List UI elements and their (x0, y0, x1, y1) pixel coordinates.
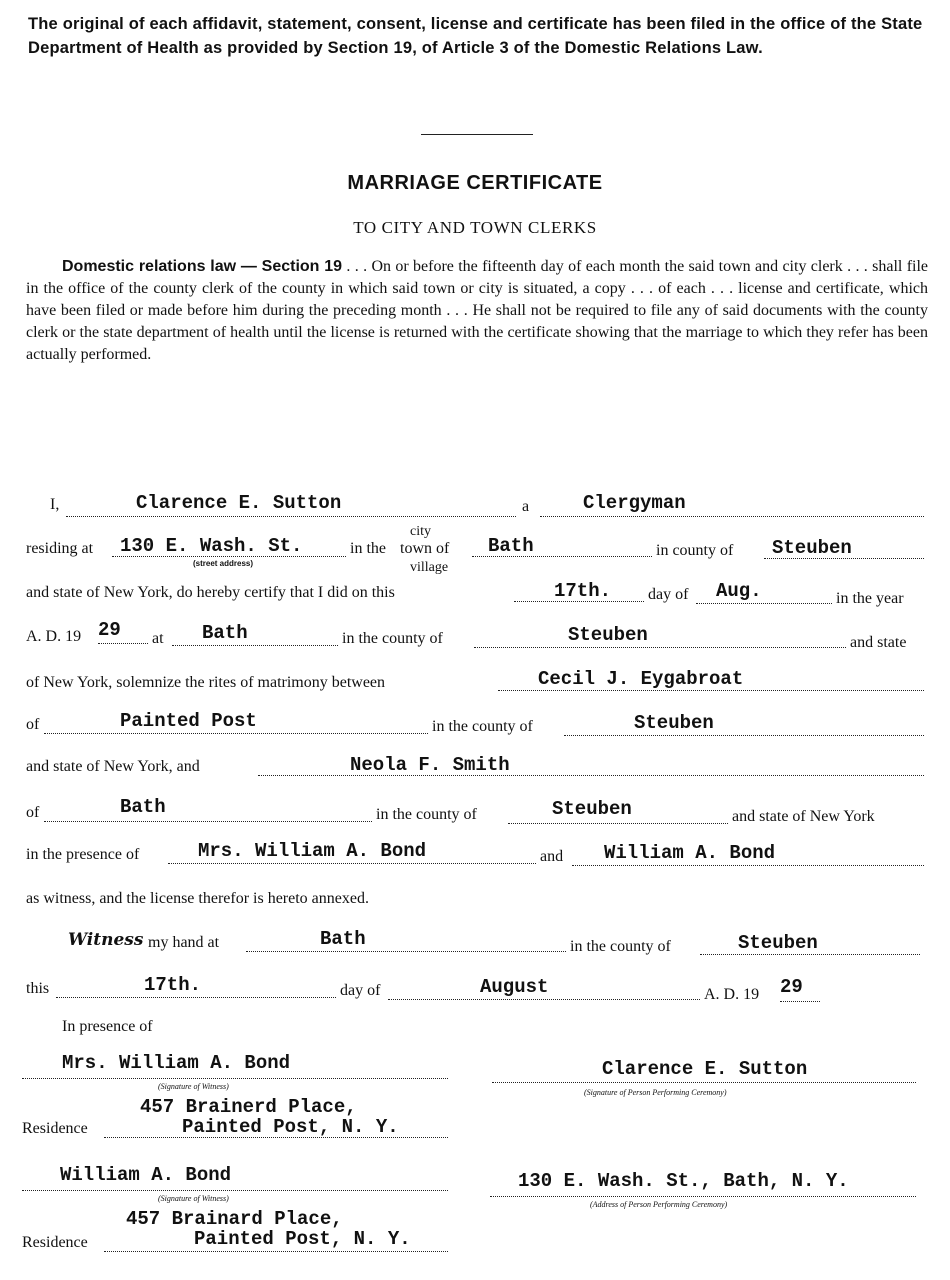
lbl-this: this (26, 980, 50, 997)
lbl-in-the-year: in the year (836, 590, 904, 607)
officiant-signature: Clarence E. Sutton (602, 1058, 808, 1080)
officiant-name: Clarence E. Sutton (136, 492, 342, 514)
lbl-city: city (410, 524, 431, 539)
witness1-signature-line (22, 1078, 448, 1079)
witness1-residence-line2: Painted Post, N. Y. (182, 1116, 399, 1138)
law-body: . . . On or before the fifteenth day of each month the said town and city clerk . . . shall file in the office of the county clerk of the county in which said town or city is situated, a copy . . . of each . . . license and certificate, which have been filed or made before him during the preceding month . . . He shall not be required to file any of said documents with the county clerk or the state department of health until the license is returned with the certificate showing that the marriage to which they refer has been actually performed. (26, 258, 929, 363)
witness2-residence-line (104, 1251, 448, 1252)
witness2-signature-caption: (Signature of Witness) (158, 1194, 229, 1203)
lbl-day-of: day of (648, 586, 689, 603)
witness1-line (168, 863, 536, 864)
lbl-witness: Witness (68, 930, 144, 950)
officiant-address-line (490, 1196, 916, 1197)
officiant-address: 130 E. Wash. St., Bath, N. Y. (518, 1170, 849, 1192)
sign-place: Bath (320, 928, 366, 950)
place-line (172, 645, 338, 646)
sign-month-line (388, 999, 700, 1000)
bride-county-line (508, 823, 728, 824)
bride-residence-line (44, 821, 372, 822)
county: Steuben (772, 537, 852, 559)
lbl-and: and (540, 848, 564, 865)
place-county: Steuben (568, 624, 648, 646)
lbl-a: a (522, 498, 530, 515)
bride-name: Neola F. Smith (350, 754, 510, 776)
groom-name: Cecil J. Eygabroat (538, 668, 744, 690)
lbl-village: village (410, 560, 449, 575)
lbl-state-certify: and state of New York, do hereby certify that I did on this (26, 584, 395, 601)
lbl-residing: residing at (26, 540, 94, 557)
law-lead: Domestic relations law — Section 19 (62, 258, 343, 275)
witness1-name: Mrs. William A. Bond (198, 840, 427, 862)
officiant-line (66, 516, 516, 517)
witness1-signature: Mrs. William A. Bond (62, 1052, 291, 1074)
groom-county-line (564, 735, 924, 736)
lbl-ad-sign: A. D. 19 (704, 986, 760, 1003)
witness2-signature: William A. Bond (60, 1164, 232, 1186)
month: Aug. (716, 580, 762, 602)
lbl-i: I, (50, 496, 60, 513)
officiant-signature-caption: (Signature of Person Performing Ceremony) (584, 1088, 727, 1097)
lbl-town-of: town of (400, 540, 450, 557)
lbl-in-the: in the (350, 540, 386, 557)
day: 17th. (554, 580, 612, 602)
sign-place-line (246, 951, 566, 952)
year: 29 (98, 619, 121, 641)
lbl-residence-1: Residence (22, 1120, 88, 1137)
witness2-residence-line1: 457 Brainard Place, (126, 1208, 343, 1230)
lbl-as-witness: as witness, and the license therefor is hereto annexed. (26, 890, 369, 907)
lbl-in-the-county-of-bride: in the county of (376, 806, 477, 823)
occupation: Clergyman (583, 492, 686, 514)
sign-month: August (480, 976, 549, 998)
witness2-residence-line2: Painted Post, N. Y. (194, 1228, 411, 1250)
lbl-state-and: and state of New York, and (26, 758, 200, 775)
month-line (696, 603, 832, 604)
lbl-and-state-ny: and state of New York (732, 808, 875, 825)
bride-residence: Bath (120, 796, 166, 818)
lbl-in-county-of: in county of (656, 542, 734, 559)
lbl-in-the-county-of-sign: in the county of (570, 938, 671, 955)
divider (421, 134, 533, 135)
sign-county: Steuben (738, 932, 818, 954)
groom-line (498, 690, 924, 691)
sign-year-line (780, 1001, 820, 1002)
witness1-residence-line1: 457 Brainerd Place, (140, 1096, 357, 1118)
lbl-in-presence-of: In presence of (62, 1018, 153, 1035)
lbl-of-groom: of (26, 716, 40, 733)
witness2-line (572, 865, 924, 866)
lbl-ad: A. D. 19 (26, 628, 82, 645)
sign-year: 29 (780, 976, 803, 998)
lbl-day-of-sign: day of (340, 982, 381, 999)
lbl-solemnize: of New York, solemnize the rites of matrimony between (26, 674, 386, 691)
lbl-and-state: and state (850, 634, 907, 651)
lbl-of-bride: of (26, 804, 40, 821)
law-paragraph (26, 256, 928, 366)
sign-day-line (56, 997, 336, 998)
sign-county-line (700, 954, 920, 955)
street-address: 130 E. Wash. St. (120, 535, 303, 557)
lbl-my-hand-at: my hand at (148, 934, 220, 951)
place-county-line (474, 647, 846, 648)
place: Bath (202, 622, 248, 644)
occupation-line (540, 516, 924, 517)
town: Bath (488, 535, 534, 557)
lbl-residence-2: Residence (22, 1234, 88, 1251)
witness1-signature-caption: (Signature of Witness) (158, 1082, 229, 1091)
street-address-caption: (street address) (193, 559, 254, 568)
groom-residence-line (44, 733, 428, 734)
groom-county: Steuben (634, 712, 714, 734)
year-line (98, 643, 148, 644)
witness2-signature-line (22, 1190, 448, 1191)
certificate-title: MARRIAGE CERTIFICATE (347, 172, 603, 194)
bride-county: Steuben (552, 798, 632, 820)
lbl-presence-of: in the presence of (26, 846, 140, 863)
filing-note: The original of each affidavit, statement, consent, license and certificate has been filed in the office of the State Department of Health as provided by Section 19, of Article 3 of the Domestic Relations Law. (28, 15, 923, 57)
sign-day: 17th. (144, 974, 202, 996)
lbl-at: at (152, 630, 164, 647)
witness2-name: William A. Bond (604, 842, 776, 864)
groom-residence: Painted Post (120, 710, 257, 732)
officiant-address-caption: (Address of Person Performing Ceremony) (590, 1200, 728, 1209)
lbl-in-the-county-of-groom: in the county of (432, 718, 533, 735)
lbl-in-the-county-of: in the county of (342, 630, 443, 647)
certificate-subtitle: TO CITY AND TOWN CLERKS (353, 218, 597, 237)
officiant-signature-line (492, 1082, 916, 1083)
